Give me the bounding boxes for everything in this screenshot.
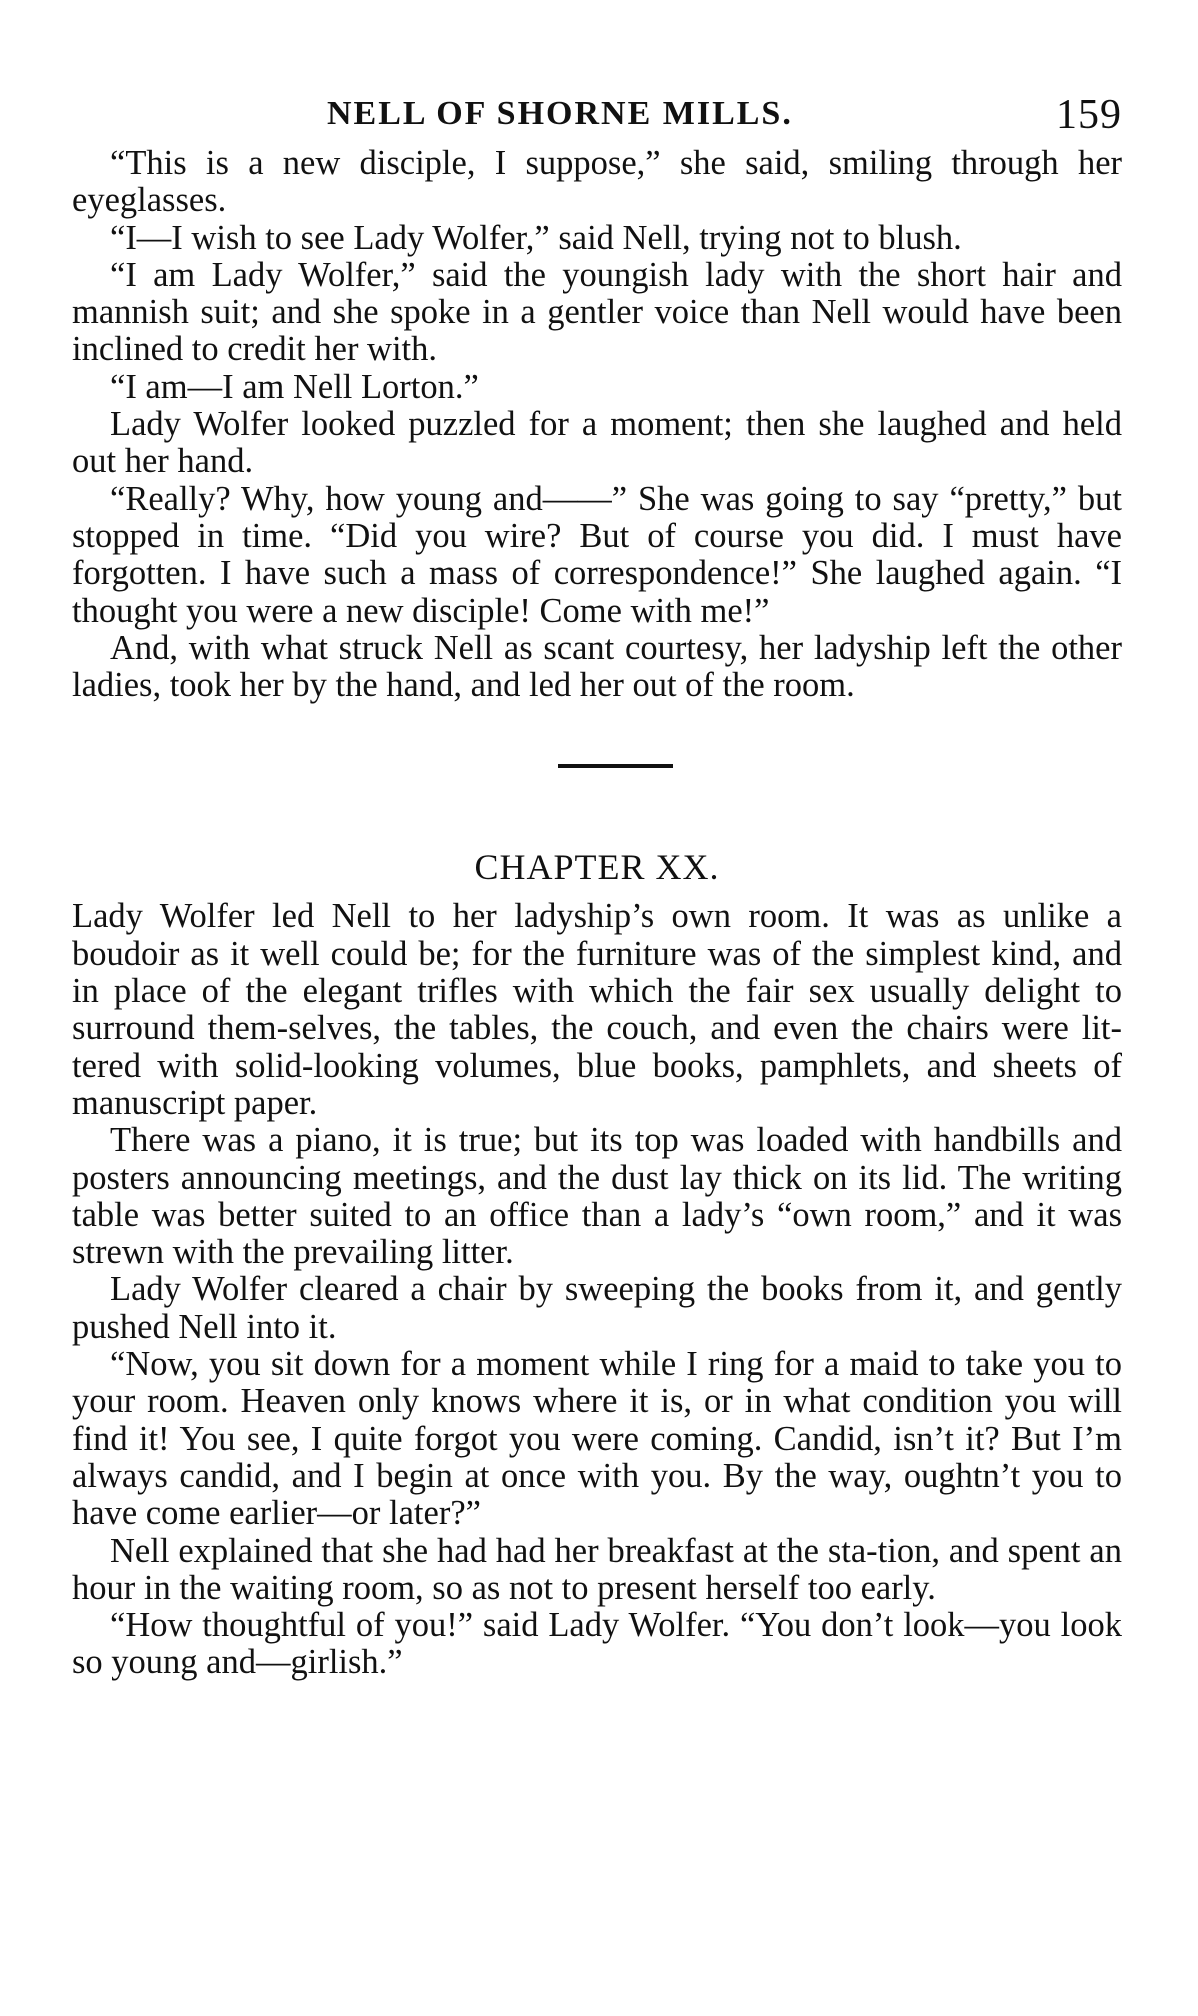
paragraph: “I am Lady Wolfer,” said the youngish lady with the short hair and mannish suit; and she spoke in a gentler voice than Nell would have been inclined to credit her with. <box>72 255 1122 369</box>
section-continuation <box>72 145 1122 704</box>
paragraph: “How thoughtful of you!” said Lady Wolfer. “You don’t look—you look so young and—girlish.” <box>72 1606 1122 1682</box>
running-header <box>72 92 1122 145</box>
paragraph: Nell explained that she had had her breakfast at the sta-tion, and spent an hour in the waiting room, so as not to present herself too early. <box>72 1531 1122 1607</box>
chapter-heading: CHAPTER XX. <box>474 847 720 888</box>
paragraph: Lady Wolfer led Nell to her ladyship’s own room. It was as unlike a boudoir as it well could be; for the furniture was of the simplest kind, and in place of the elegant trifles with which the fair sex usually delight to surround them-selves, the tables, the couch, and even the chairs were lit-tered with solid-looking volumes, blue books, pamphlets, and sheets of manuscript paper. <box>72 897 1122 1122</box>
book-title: NELL OF SHORNE MILLS. <box>327 95 793 132</box>
paragraph: “I am—I am Nell Lorton.” <box>110 367 479 406</box>
paragraph: “Really? Why, how young and——” She was going to say “pretty,” but stopped in time. “Did you wire? But of course you did. I must have forgotten. I have such a mass of correspondence!” She laughed again. “I thought you were a new disciple! Come with me!” <box>72 479 1122 630</box>
paragraph: Lady Wolfer looked puzzled for a moment; then she laughed and held out her hand. <box>72 405 1122 481</box>
book-page <box>72 92 1122 1682</box>
page-number: 159 <box>1056 92 1122 138</box>
paragraph: And, with what struck Nell as scant courtesy, her ladyship left the other ladies, took her by the hand, and led her out of the room. <box>72 628 1122 705</box>
paragraph: “I—I wish to see Lady Wolfer,” said Nell, trying not to blush. <box>110 218 962 257</box>
paragraph: “This is a new disciple, I suppose,” she said, smiling through her eyeglasses. <box>72 144 1122 220</box>
paragraph: Lady Wolfer cleared a chair by sweeping the books from it, and gently pushed Nell into it. <box>72 1270 1122 1346</box>
chapter-body <box>72 898 1122 1681</box>
section-divider <box>558 764 673 768</box>
paragraph: There was a piano, it is true; but its top was loaded with handbills and posters announcing meetings, and the dust lay thick on its lid. The writing table was better suited to an office than a lady’s “own room,” and it was strewn with the prevailing litter. <box>72 1121 1122 1272</box>
paragraph: “Now, you sit down for a moment while I ring for a maid to take you to your room. Heaven only knows where it is, or in what condition you will find it! You see, I quite forgot you were coming. Candid, isn’t it? But I’m always candid, and I begin at once with you. By the way, oughtn’t you to have come earlier—or later?” <box>72 1345 1122 1533</box>
